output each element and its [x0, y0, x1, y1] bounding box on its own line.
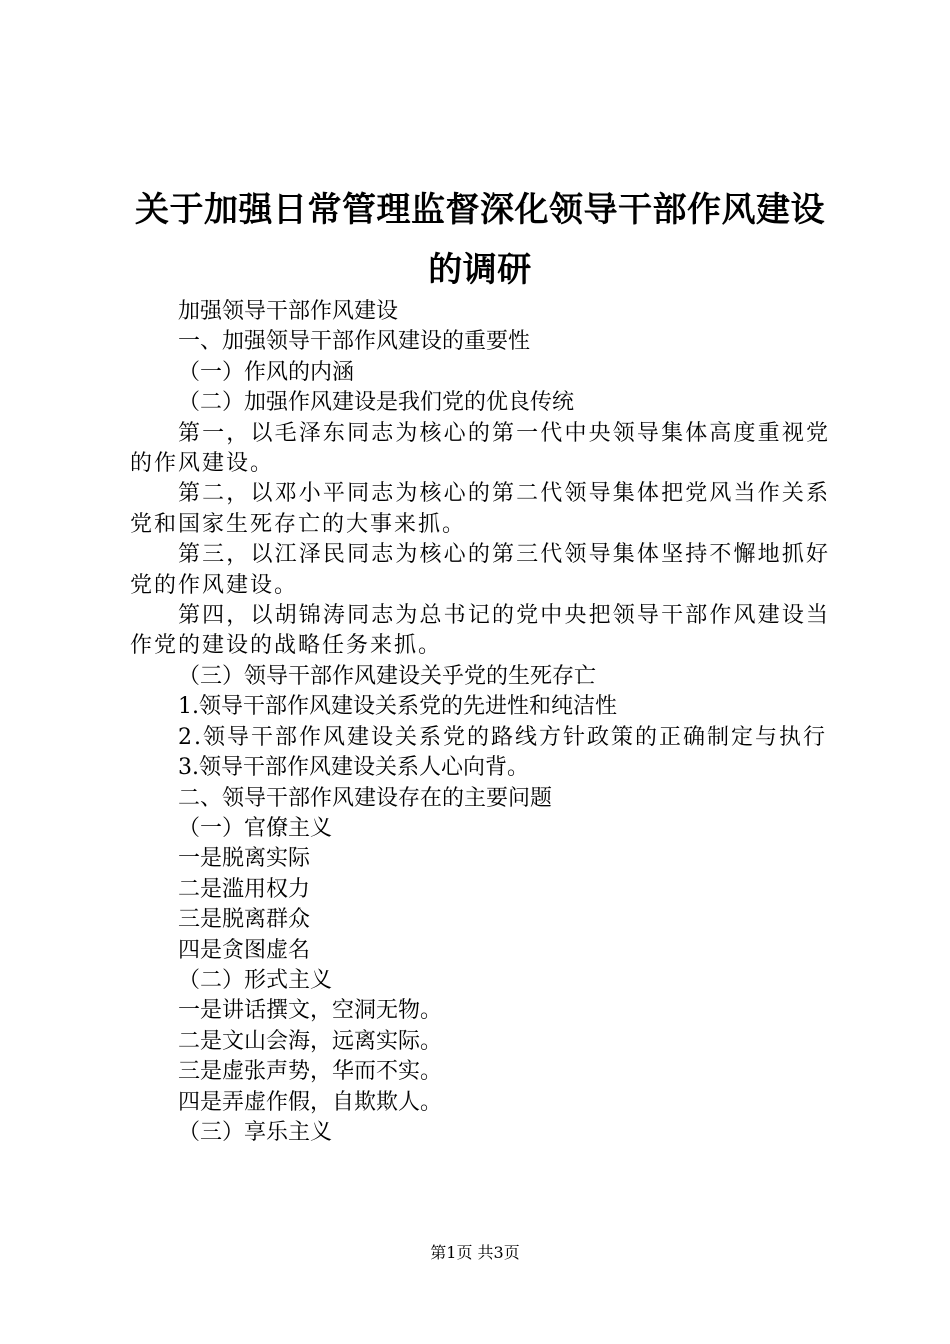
list-item: 2.领导干部作风建设关系党的路线方针政策的正确制定与执行 — [178, 724, 827, 750]
paragraph: 第四，以胡锦涛同志为总书记的党中央把领导干部作风建设当作党的建设的战略任务来抓。 — [130, 603, 830, 659]
list-item: 四是贪图虚名 — [178, 937, 311, 963]
list-item: 一是讲话撰文，空洞无物。 — [178, 998, 443, 1024]
subsection-heading: （一）作风的内涵 — [178, 359, 355, 385]
subsection-heading: （三）领导干部作风建设关乎党的生死存亡 — [178, 663, 597, 689]
list-item: 一是脱离实际 — [178, 846, 311, 872]
section-heading: 二、领导干部作风建设存在的主要问题 — [178, 785, 553, 811]
list-item: 四是弄虚作假，自欺欺人。 — [178, 1089, 443, 1115]
paragraph: 第一，以毛泽东同志为核心的第一代中央领导集体高度重视党的作风建设。 — [130, 420, 830, 477]
subsection-heading: （二）加强作风建设是我们党的优良传统 — [178, 390, 575, 416]
page-footer: 第1页 共3页 — [430, 1243, 520, 1262]
section-heading: 一、加强领导干部作风建设的重要性 — [178, 329, 531, 355]
subsection-heading: （一）官僚主义 — [178, 815, 333, 841]
document-title-line-2: 的调研 — [428, 250, 532, 290]
subsection-heading: （三）享乐主义 — [178, 1119, 333, 1145]
list-item: 三是虚张声势，华而不实。 — [178, 1059, 443, 1085]
paragraph: 加强领导干部作风建设 — [178, 299, 399, 324]
list-item: 二是滥用权力 — [178, 876, 311, 902]
document-body — [130, 297, 830, 1148]
list-item: 二是文山会海，远离实际。 — [178, 1028, 443, 1054]
paragraph: 第二，以邓小平同志为核心的第二代领导集体把党风当作关系党和国家生死存亡的大事来抓。 — [130, 481, 830, 537]
paragraph: 第三，以江泽民同志为核心的第三代领导集体坚持不懈地抓好党的作风建设。 — [130, 542, 830, 598]
list-item: 3.领导干部作风建设关系人心向背。 — [178, 755, 529, 781]
list-item: 三是脱离群众 — [178, 907, 311, 933]
subsection-heading: （二）形式主义 — [178, 967, 333, 993]
document-title-line-1: 关于加强日常管理监督深化领导干部作风建设 — [135, 190, 825, 230]
list-item: 1.领导干部作风建设关系党的先进性和纯洁性 — [178, 694, 617, 720]
